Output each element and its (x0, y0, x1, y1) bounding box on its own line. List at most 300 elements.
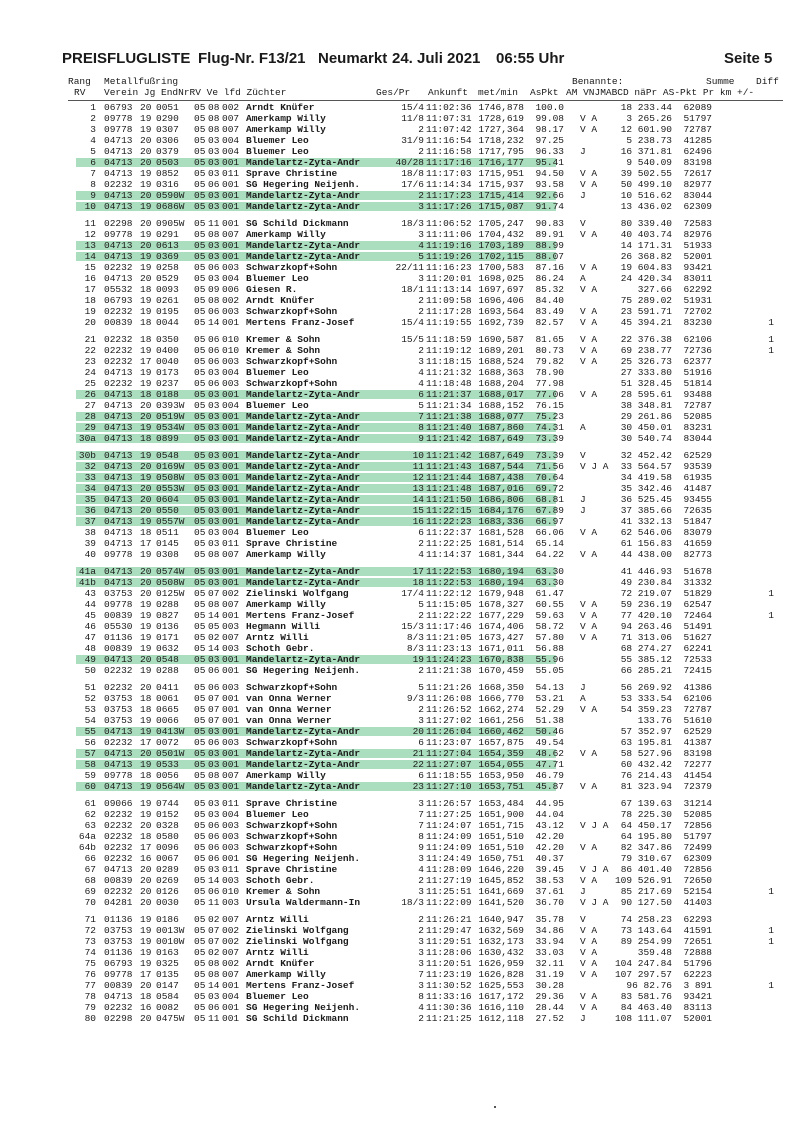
verein-cell: 04713 (104, 781, 133, 792)
rang-cell: 58 (84, 759, 96, 770)
speed-cell: 1715,951 (478, 168, 524, 179)
verein-cell: 00839 (104, 980, 133, 991)
breeder-name-cell: Sprave Christine (246, 864, 338, 875)
rv-cell: 05 (194, 577, 206, 588)
rv-cell: 05 (194, 135, 206, 146)
ring-number-cell: 0056 (156, 770, 179, 781)
table-row (0, 1013, 794, 1024)
ring-number-cell: 0288 (156, 599, 179, 610)
summe-cell: 32 452.42 (620, 450, 672, 461)
lfd-cell: 003 (222, 682, 240, 693)
jahrgang-cell: 19 (140, 201, 152, 212)
table-row (0, 538, 794, 549)
ve-cell: 06 (208, 334, 220, 345)
speed-cell: 1687,649 (478, 433, 524, 444)
km-cell: 41591 (683, 925, 712, 936)
rang-cell: 30a (78, 433, 96, 444)
ring-number-cell: 0044 (156, 317, 179, 328)
jahrgang-cell: 19 (140, 516, 152, 527)
verein-cell: 04713 (104, 494, 133, 505)
table-row (0, 886, 794, 897)
lfd-cell: 003 (222, 737, 240, 748)
ring-number-cell: 0145 (156, 538, 179, 549)
summe-cell: 12 601.90 (620, 124, 672, 135)
as-points-cell: 88.99 (535, 240, 564, 251)
verein-cell: 04713 (104, 433, 133, 444)
breeder-name-cell: van Onna Werner (246, 693, 332, 704)
ring-number-cell: 0548 (156, 450, 179, 461)
ges-pr-cell: 4 (418, 378, 424, 389)
ges-pr-cell: 16 (412, 516, 424, 527)
km-cell: 72736 (683, 345, 712, 356)
ring-number-cell: 0328 (156, 820, 179, 831)
km-cell: 72702 (683, 306, 712, 317)
speed-cell: 1687,016 (478, 483, 524, 494)
benannte-cell: V A (580, 748, 598, 759)
ring-number-cell: 0093 (156, 284, 179, 295)
summe-cell: 63 195.81 (620, 737, 672, 748)
rv-cell: 05 (194, 820, 206, 831)
speed-cell: 1688,152 (478, 400, 524, 411)
rv-cell: 05 (194, 704, 206, 715)
km-cell: 83044 (683, 190, 712, 201)
ges-pr-cell: 20 (412, 726, 424, 737)
speed-cell: 1653,950 (478, 770, 524, 781)
as-points-cell: 88.07 (535, 251, 564, 262)
ges-pr-cell: 23 (412, 781, 424, 792)
verein-cell: 02232 (104, 665, 133, 676)
verein-cell: 04713 (104, 726, 133, 737)
ve-cell: 02 (208, 632, 220, 643)
jahrgang-cell: 18 (140, 693, 152, 704)
rang-cell: 7 (90, 168, 96, 179)
table-row (0, 643, 794, 654)
rv-cell: 05 (194, 781, 206, 792)
ve-cell: 08 (208, 969, 220, 980)
table-row (0, 367, 794, 378)
as-points-cell: 77.98 (535, 378, 564, 389)
ring-number-cell: 0061 (156, 693, 179, 704)
verein-cell: 04713 (104, 654, 133, 665)
verein-cell: 04713 (104, 135, 133, 146)
km-cell: 62293 (683, 914, 712, 925)
ges-pr-cell: 3 (418, 229, 424, 240)
table-row (0, 135, 794, 146)
rang-cell: 52 (84, 693, 96, 704)
km-cell: 72651 (683, 936, 712, 947)
rang-cell: 77 (84, 980, 96, 991)
summe-cell: 51 328.45 (620, 378, 672, 389)
breeder-name-cell: Bluemer Leo (246, 527, 309, 538)
km-cell: 72650 (683, 875, 712, 886)
ring-number-cell: 0744 (156, 798, 179, 809)
arrival-time-cell: 11:26:21 (426, 914, 472, 925)
ve-cell: 06 (208, 842, 220, 853)
diff-cell: 1 (768, 980, 774, 991)
jahrgang-cell: 20 (140, 411, 152, 422)
summe-cell: 108 111.07 (614, 1013, 672, 1024)
km-cell: 62547 (683, 599, 712, 610)
ges-pr-cell: 18/8 (401, 168, 424, 179)
rv-cell: 05 (194, 273, 206, 284)
ve-cell: 03 (208, 411, 220, 422)
jahrgang-cell: 20 (140, 1013, 152, 1024)
breeder-name-cell: Mandelartz-Zyta-Andr (246, 157, 361, 168)
rang-cell: 41a (78, 566, 96, 577)
ring-number-cell: 0188 (156, 389, 179, 400)
ring-number-cell: 0369 (156, 251, 179, 262)
rang-cell: 15 (84, 262, 96, 273)
rv-cell: 05 (194, 538, 206, 549)
verein-cell: 02232 (104, 262, 133, 273)
ring-number-cell: 0413W (156, 726, 185, 737)
lfd-cell: 001 (222, 179, 240, 190)
page-number: Seite 5 (724, 50, 773, 67)
benannte-cell: V A (580, 875, 598, 886)
verein-cell: 06793 (104, 102, 133, 113)
arrival-time-cell: 11:21:05 (426, 632, 472, 643)
ges-pr-cell: 5 (418, 599, 424, 610)
benannte-cell: V (580, 914, 586, 925)
ve-cell: 03 (208, 798, 220, 809)
breeder-name-cell: Amerkamp Willy (246, 124, 326, 135)
arrival-time-cell: 11:07:42 (426, 124, 472, 135)
arrival-time-cell: 11:27:19 (426, 875, 472, 886)
jahrgang-cell: 19 (140, 124, 152, 135)
as-points-cell: 27.52 (535, 1013, 564, 1024)
speed-cell: 1660,462 (478, 726, 524, 737)
km-cell: 83198 (683, 157, 712, 168)
ve-cell: 06 (208, 682, 220, 693)
arrival-time-cell: 11:21:42 (426, 433, 472, 444)
benannte-cell: V A (580, 610, 598, 621)
ges-pr-cell: 19 (412, 654, 424, 665)
km-cell: 61935 (683, 472, 712, 483)
lfd-cell: 001 (222, 422, 240, 433)
table-row (0, 146, 794, 157)
km-cell: 72464 (683, 610, 712, 621)
ges-pr-cell: 2 (418, 295, 424, 306)
col-rang: Rang (68, 76, 91, 87)
benannte-cell: V A (580, 262, 598, 273)
lfd-cell: 003 (222, 831, 240, 842)
summe-cell: 16 371.81 (620, 146, 672, 157)
as-points-cell: 49.54 (535, 737, 564, 748)
as-points-cell: 85.32 (535, 284, 564, 295)
table-row (0, 969, 794, 980)
lfd-cell: 004 (222, 400, 240, 411)
breeder-name-cell: Kremer & Sohn (246, 345, 321, 356)
table-row (0, 240, 794, 251)
as-points-cell: 29.36 (535, 991, 564, 1002)
ges-pr-cell: 8 (418, 831, 424, 842)
speed-cell: 1612,118 (478, 1013, 524, 1024)
jahrgang-cell: 19 (140, 726, 152, 737)
rv-cell: 05 (194, 831, 206, 842)
breeder-name-cell: Mandelartz-Zyta-Andr (246, 577, 361, 588)
verein-cell: 04713 (104, 759, 133, 770)
ring-number-cell: 0574W (156, 566, 185, 577)
table-row (0, 1002, 794, 1013)
breeder-name-cell: Bluemer Leo (246, 991, 309, 1002)
as-points-cell: 46.79 (535, 770, 564, 781)
breeder-name-cell: Schwarzkopf+Sohn (246, 682, 338, 693)
as-points-cell: 53.21 (535, 693, 564, 704)
table-row (0, 980, 794, 991)
arrival-time-cell: 11:21:40 (426, 422, 472, 433)
lfd-cell: 007 (222, 113, 240, 124)
rang-cell: 63 (84, 820, 96, 831)
ring-number-cell: 0508W (156, 577, 185, 588)
lfd-cell: 007 (222, 549, 240, 560)
table-row (0, 875, 794, 886)
km-cell: 83230 (683, 317, 712, 328)
arrival-time-cell: 11:26:04 (426, 726, 472, 737)
verein-cell: 09066 (104, 798, 133, 809)
km-cell: 93539 (683, 461, 712, 472)
rang-cell: 4 (90, 135, 96, 146)
speed-cell: 1715,414 (478, 190, 524, 201)
as-points-cell: 65.14 (535, 538, 564, 549)
km-cell: 82977 (683, 179, 712, 190)
ges-pr-cell: 2 (418, 538, 424, 549)
speed-cell: 1670,838 (478, 654, 524, 665)
ges-pr-cell: 8 (418, 422, 424, 433)
verein-cell: 00839 (104, 643, 133, 654)
ve-cell: 03 (208, 494, 220, 505)
rv-cell: 05 (194, 356, 206, 367)
verein-cell: 04713 (104, 367, 133, 378)
ring-number-cell: 0051 (156, 102, 179, 113)
breeder-name-cell: Mandelartz-Zyta-Andr (246, 450, 361, 461)
verein-cell: 04713 (104, 472, 133, 483)
arrival-time-cell: 11:11:06 (426, 229, 472, 240)
speed-cell: 1678,327 (478, 599, 524, 610)
verein-cell: 04713 (104, 483, 133, 494)
summe-cell: 79 310.67 (620, 853, 672, 864)
km-cell: 51797 (683, 831, 712, 842)
speed-cell: 1632,569 (478, 925, 524, 936)
rang-cell: 16 (84, 273, 96, 284)
km-cell: 93421 (683, 262, 712, 273)
km-cell: 52154 (683, 886, 712, 897)
jahrgang-cell: 19 (140, 925, 152, 936)
summe-cell: 59 236.19 (620, 599, 672, 610)
ring-number-cell: 0135 (156, 969, 179, 980)
rang-cell: 26 (84, 389, 96, 400)
benannte-cell: V A (580, 284, 598, 295)
summe-cell: 84 463.40 (620, 1002, 672, 1013)
rv-cell: 05 (194, 218, 206, 229)
ve-cell: 14 (208, 643, 220, 654)
rv-cell: 05 (194, 472, 206, 483)
table-row (0, 422, 794, 433)
verein-cell: 02232 (104, 886, 133, 897)
km-cell: 72856 (683, 864, 712, 875)
as-points-cell: 89.91 (535, 229, 564, 240)
lfd-cell: 007 (222, 770, 240, 781)
ve-cell: 03 (208, 726, 220, 737)
speed-cell: 1715,937 (478, 179, 524, 190)
arrival-time-cell: 11:18:15 (426, 356, 472, 367)
ve-cell: 03 (208, 450, 220, 461)
ring-number-cell: 0237 (156, 378, 179, 389)
rang-cell: 75 (84, 958, 96, 969)
as-points-cell: 69.72 (535, 483, 564, 494)
table-row (0, 461, 794, 472)
ges-pr-cell: 40/28 (395, 157, 424, 168)
rang-cell: 70 (84, 897, 96, 908)
lfd-cell: 004 (222, 527, 240, 538)
ring-number-cell: 0534W (156, 422, 185, 433)
lfd-cell: 003 (222, 262, 240, 273)
summe-cell: 96 82.76 (626, 980, 672, 991)
ve-cell: 06 (208, 853, 220, 864)
jahrgang-cell: 18 (140, 704, 152, 715)
ve-cell: 06 (208, 886, 220, 897)
ve-cell: 06 (208, 1002, 220, 1013)
breeder-name-cell: Mandelartz-Zyta-Andr (246, 422, 361, 433)
ring-number-cell: 0030 (156, 897, 179, 908)
benannte-cell: V A (580, 621, 598, 632)
rang-cell: 61 (84, 798, 96, 809)
ges-pr-cell: 2 (418, 345, 424, 356)
ges-pr-cell: 5 (418, 251, 424, 262)
verein-cell: 04713 (104, 566, 133, 577)
lfd-cell: 001 (222, 726, 240, 737)
as-points-cell: 99.08 (535, 113, 564, 124)
verein-cell: 09778 (104, 969, 133, 980)
rang-cell: 17 (84, 284, 96, 295)
arrival-time-cell: 11:26:52 (426, 704, 472, 715)
ges-pr-cell: 9 (418, 433, 424, 444)
ring-number-cell: 0508W (156, 472, 185, 483)
arrival-time-cell: 11:22:53 (426, 566, 472, 577)
verein-cell: 04713 (104, 389, 133, 400)
breeder-name-cell: Sprave Christine (246, 168, 338, 179)
table-row (0, 201, 794, 212)
summe-cell: 44 438.00 (620, 549, 672, 560)
ve-cell: 03 (208, 472, 220, 483)
rv-cell: 05 (194, 527, 206, 538)
ges-pr-cell: 7 (418, 411, 424, 422)
ve-cell: 06 (208, 831, 220, 842)
jahrgang-cell: 19 (140, 549, 152, 560)
ring-number-cell: 0905W (156, 218, 185, 229)
rang-cell: 12 (84, 229, 96, 240)
breeder-name-cell: Bluemer Leo (246, 367, 309, 378)
ring-number-cell: 0096 (156, 842, 179, 853)
speed-cell: 1715,087 (478, 201, 524, 212)
table-row (0, 190, 794, 201)
speed-cell: 1688,017 (478, 389, 524, 400)
ring-number-cell: 0632 (156, 643, 179, 654)
verein-cell: 09778 (104, 770, 133, 781)
rang-cell: 56 (84, 737, 96, 748)
results-table (0, 102, 794, 1112)
ges-pr-cell: 17/6 (401, 179, 424, 190)
ring-number-cell: 0393W (156, 400, 185, 411)
rv-cell: 05 (194, 229, 206, 240)
km-cell: 72787 (683, 124, 712, 135)
table-row (0, 654, 794, 665)
ges-pr-cell: 9/3 (406, 693, 424, 704)
lfd-cell: 001 (222, 218, 240, 229)
speed-cell: 1717,795 (478, 146, 524, 157)
km-cell: 72499 (683, 842, 712, 853)
breeder-name-cell: Mandelartz-Zyta-Andr (246, 505, 361, 516)
ges-pr-cell: 8/3 (406, 643, 424, 654)
as-points-cell: 55.96 (535, 654, 564, 665)
km-cell: 52001 (683, 251, 712, 262)
table-row (0, 356, 794, 367)
summe-cell: 26 368.82 (620, 251, 672, 262)
ges-pr-cell: 18 (412, 577, 424, 588)
jahrgang-cell: 19 (140, 113, 152, 124)
as-points-cell: 58.72 (535, 621, 564, 632)
diff-cell: 1 (768, 345, 774, 356)
jahrgang-cell: 18 (140, 433, 152, 444)
verein-cell: 09778 (104, 229, 133, 240)
breeder-name-cell: Kremer & Sohn (246, 886, 321, 897)
speed-cell: 1687,544 (478, 461, 524, 472)
ges-pr-cell: 4 (418, 367, 424, 378)
ges-pr-cell: 14 (412, 494, 424, 505)
as-points-cell: 50.46 (535, 726, 564, 737)
verein-cell: 02232 (104, 1002, 133, 1013)
benannte-cell: V J A (580, 897, 609, 908)
table-row (0, 262, 794, 273)
lfd-cell: 002 (222, 588, 240, 599)
table-row (0, 472, 794, 483)
jahrgang-cell: 19 (140, 958, 152, 969)
speed-cell: 1666,770 (478, 693, 524, 704)
benannte-cell: V A (580, 947, 598, 958)
lfd-cell: 003 (222, 643, 240, 654)
arrival-time-cell: 11:21:43 (426, 461, 472, 472)
speed-cell: 1625,553 (478, 980, 524, 991)
ges-pr-cell: 3 (418, 980, 424, 991)
rv-cell: 05 (194, 1002, 206, 1013)
rang-cell: 54 (84, 715, 96, 726)
lfd-cell: 001 (222, 980, 240, 991)
jahrgang-cell: 20 (140, 875, 152, 886)
ve-cell: 03 (208, 809, 220, 820)
arrival-time-cell: 11:28:06 (426, 947, 472, 958)
lfd-cell: 001 (222, 240, 240, 251)
ring-number-cell: 0899 (156, 433, 179, 444)
summe-cell: 41 446.93 (620, 566, 672, 577)
ges-pr-cell: 11/8 (401, 113, 424, 124)
breeder-name-cell: SG Hegering Neijenh. (246, 853, 361, 864)
km-cell: 31332 (683, 577, 712, 588)
lfd-cell: 001 (222, 566, 240, 577)
summe-cell: 61 156.83 (620, 538, 672, 549)
rv-cell: 05 (194, 549, 206, 560)
ve-cell: 03 (208, 168, 220, 179)
rv-cell: 05 (194, 201, 206, 212)
verein-cell: 06793 (104, 958, 133, 969)
ring-number-cell: 0291 (156, 229, 179, 240)
rv-cell: 05 (194, 991, 206, 1002)
ring-number-cell: 0501W (156, 748, 185, 759)
rv-cell: 05 (194, 969, 206, 980)
rv-cell: 05 (194, 389, 206, 400)
ring-number-cell: 0852 (156, 168, 179, 179)
km-cell: 51933 (683, 240, 712, 251)
jahrgang-cell: 19 (140, 367, 152, 378)
ges-pr-cell: 7 (418, 809, 424, 820)
